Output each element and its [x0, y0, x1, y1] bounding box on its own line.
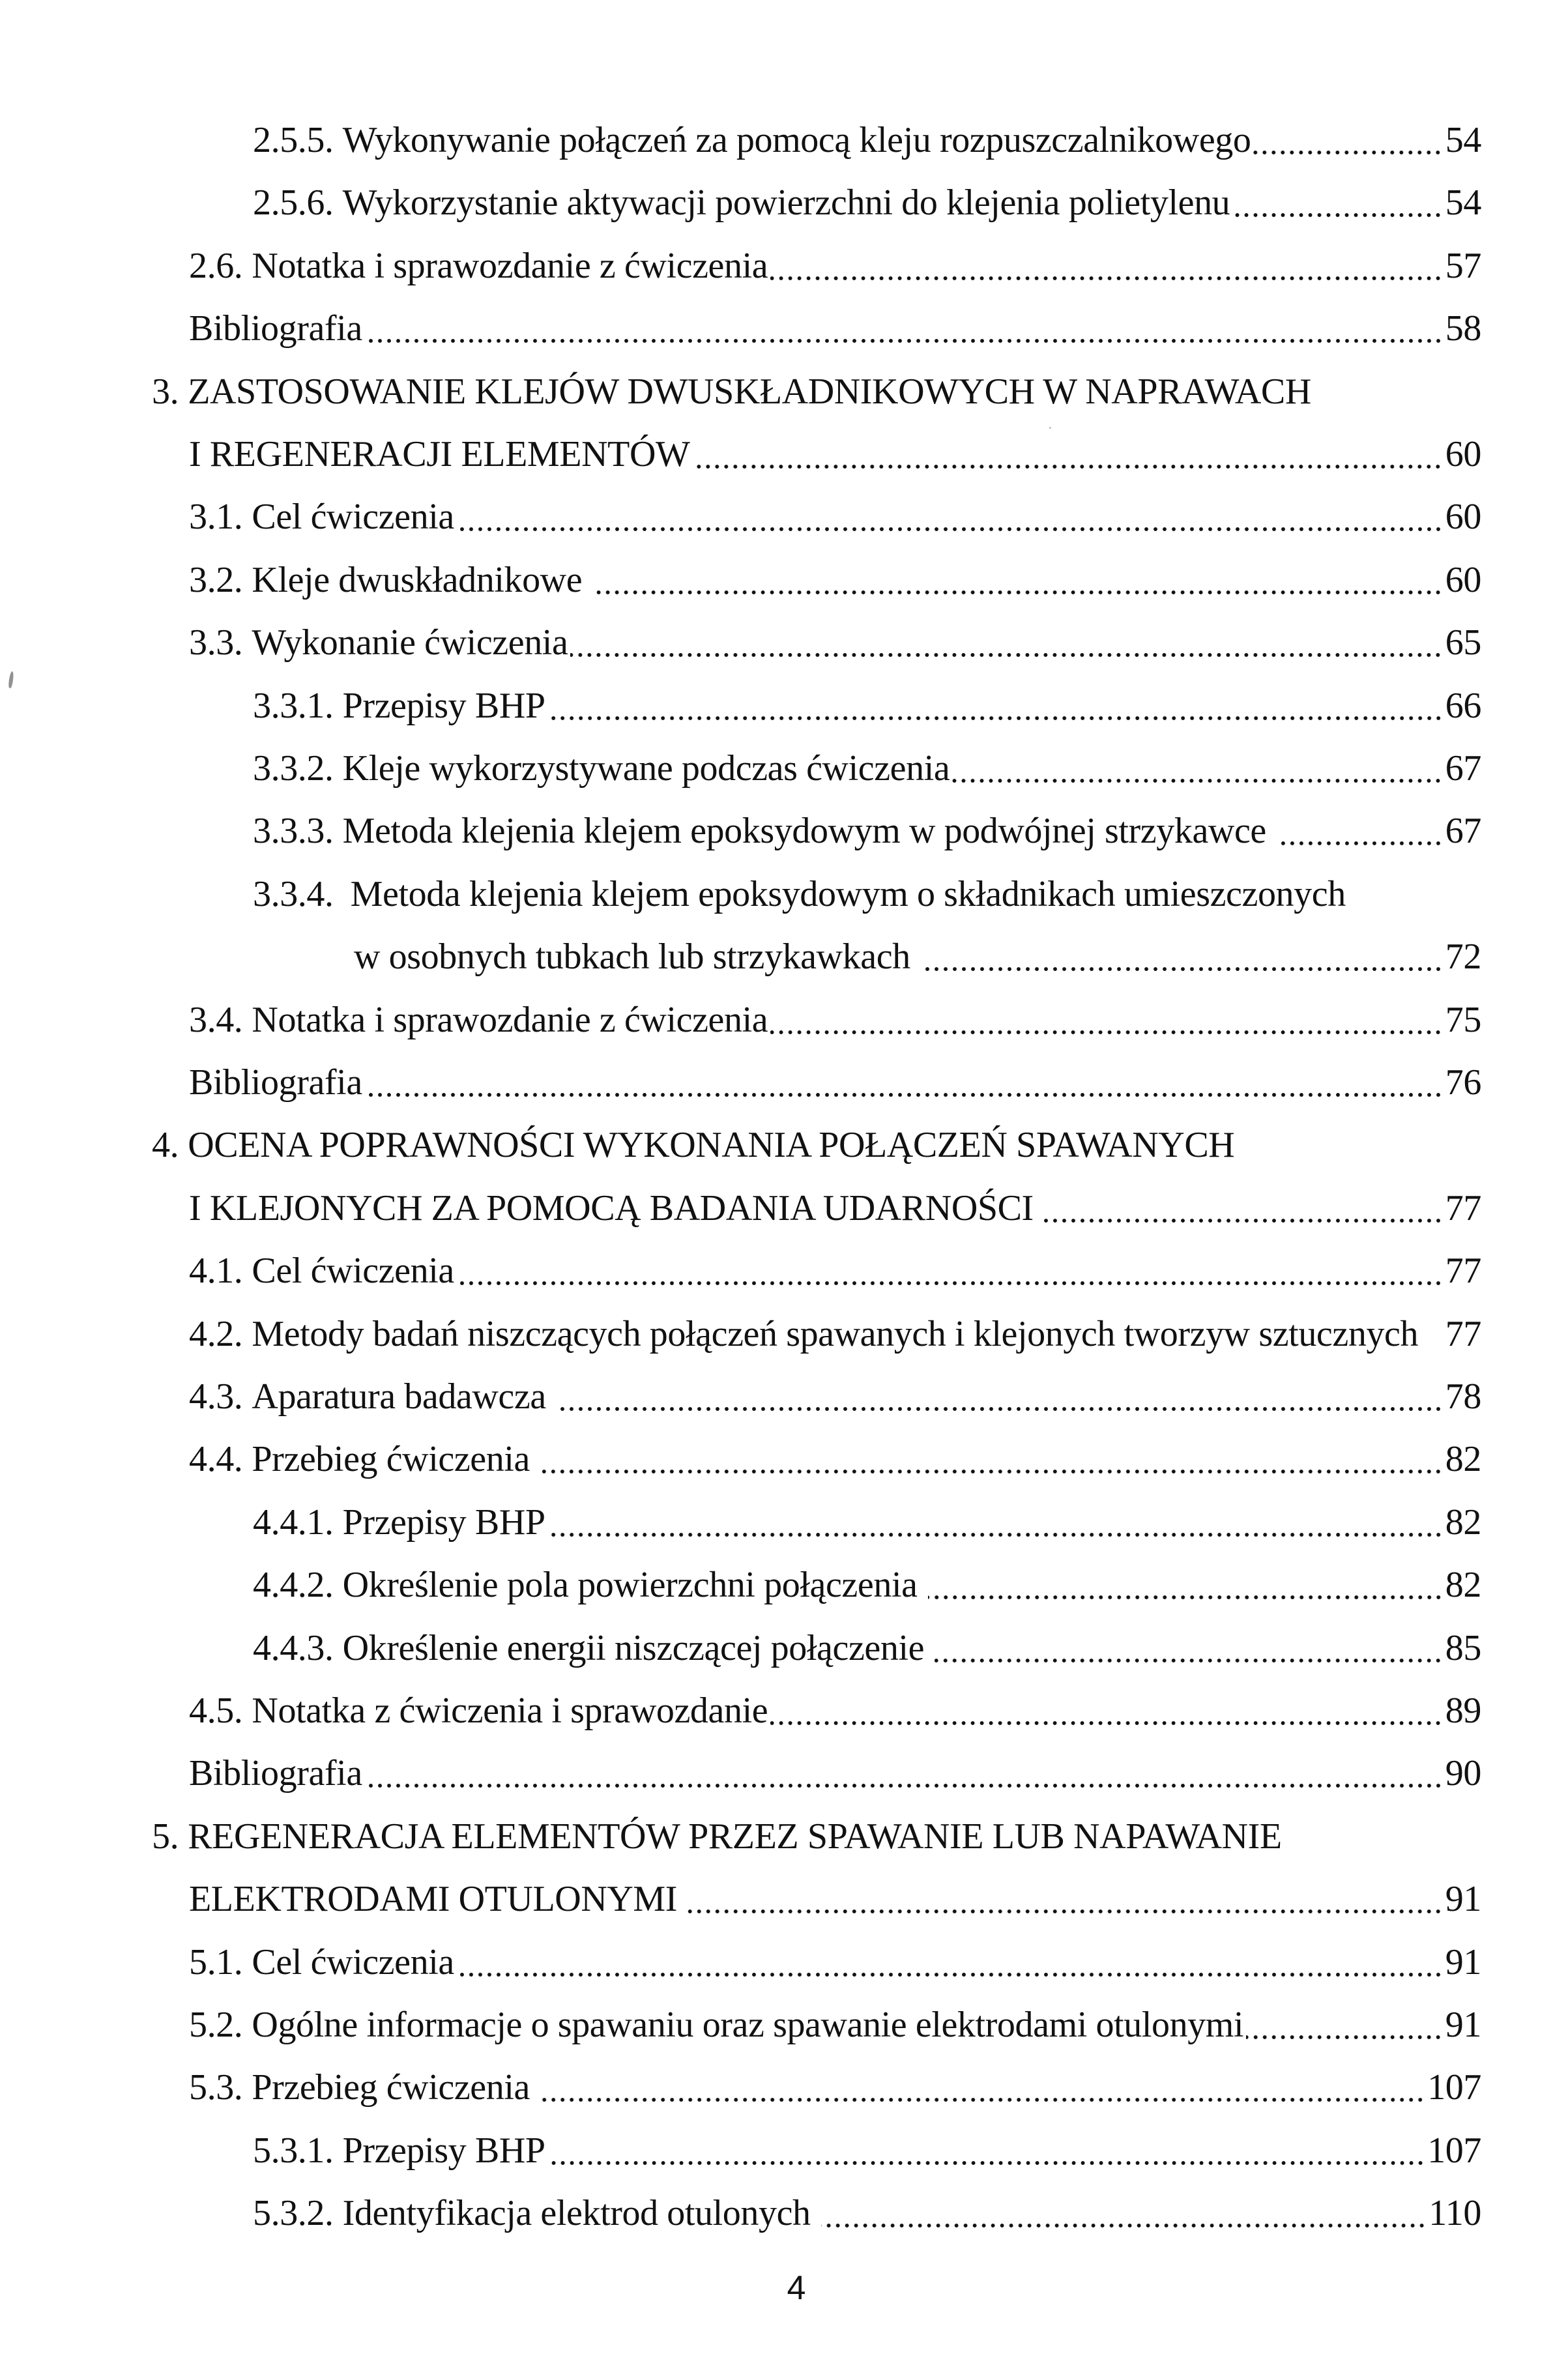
toc-entry-title: Wykorzystanie aktywacji powierzchni do klejenia polietylenu	[342, 182, 1230, 224]
toc-entry-title: ELEKTRODAMI OTULONYMI	[189, 1879, 678, 1920]
toc-entry-number: 4.	[152, 1125, 179, 1166]
toc-entry-title: Wykonanie ćwiczenia	[252, 622, 568, 663]
toc-entry-page: 82	[1445, 1565, 1481, 1606]
toc-entry[interactable]	[189, 1436, 1481, 1482]
toc-entry-title: REGENERACJA ELEMENTÓW PRZEZ SPAWANIE LUB NAPAWANIE	[188, 1816, 1282, 1857]
dot-leader	[570, 620, 1442, 665]
dot-leader	[1253, 117, 1442, 163]
dot-leader	[457, 494, 1443, 540]
toc-entry-title: Ogólne informacje o spawaniu oraz spawanie elektrodami otulonymi	[252, 2005, 1244, 2045]
dot-leader	[365, 1060, 1443, 1105]
toc-entry-number: 3.3.	[189, 622, 243, 663]
toc-entry[interactable]	[253, 1500, 1481, 1545]
toc-entry-title: Aparatura badawcza	[252, 1376, 546, 1417]
page-number: 4	[787, 2269, 806, 2307]
toc-entry-page: 110	[1429, 2193, 1481, 2234]
toc-entry-page: 67	[1445, 811, 1481, 852]
dot-leader	[548, 2128, 1425, 2173]
toc-entry-page: 58	[1445, 308, 1481, 349]
toc-entry[interactable]	[253, 871, 1346, 917]
toc-entry-number: 5.2.	[189, 2005, 243, 2045]
toc-entry[interactable]	[189, 1688, 1481, 1734]
toc-entry[interactable]	[189, 1248, 1481, 1294]
toc-entry[interactable]	[189, 1060, 1481, 1105]
toc-entry-page: 90	[1445, 1753, 1481, 1794]
toc-entry-page: 65	[1445, 622, 1481, 663]
toc-entry-title: Przepisy BHP	[342, 685, 545, 726]
toc-entry-title: Cel ćwiczenia	[252, 497, 454, 538]
toc-entry-number: 4.4.3.	[253, 1627, 334, 1668]
toc-entry-page: 77	[1445, 1187, 1481, 1228]
dot-leader	[457, 1248, 1443, 1294]
dot-leader	[1044, 1185, 1443, 1231]
toc-entry-title: w osobnych tubkach lub strzykawkach	[354, 936, 910, 978]
toc-entry-number: 4.1.	[189, 1251, 243, 1292]
toc-entry[interactable]	[253, 117, 1481, 163]
toc-entry-page: 89	[1445, 1691, 1481, 1731]
toc-entry[interactable]	[189, 243, 1481, 289]
toc-entry-number: 5.	[152, 1816, 179, 1857]
toc-entry[interactable]	[253, 180, 1481, 225]
dot-leader	[928, 1562, 1443, 1608]
toc-entry-number: 5.3.1.	[253, 2130, 334, 2171]
dot-leader	[457, 1939, 1443, 1985]
toc-entry-title: Przebieg ćwiczenia	[252, 1439, 530, 1480]
toc-entry-number: 3.	[152, 371, 179, 412]
toc-entry-page: 60	[1445, 497, 1481, 538]
toc-entry[interactable]	[189, 2065, 1481, 2110]
toc-entry[interactable]	[152, 1814, 1282, 1859]
toc-entry[interactable]	[189, 494, 1481, 540]
dot-leader	[770, 1688, 1443, 1734]
toc-entry-number: 3.4.	[189, 999, 243, 1040]
toc-entry-number: 3.3.4.	[253, 873, 334, 914]
toc-entry-page: 66	[1445, 685, 1481, 726]
toc-entry[interactable]	[253, 808, 1481, 854]
toc-entry-number: 2.5.5.	[253, 120, 334, 160]
toc-entry-number: 3.3.3.	[253, 811, 334, 852]
toc-entry[interactable]	[253, 683, 1481, 729]
toc-entry-number: 5.3.	[189, 2067, 243, 2108]
toc-entry[interactable]	[152, 369, 1311, 414]
toc-entry[interactable]	[189, 620, 1481, 665]
toc-entry-page: 107	[1427, 2130, 1481, 2171]
dot-leader	[557, 1374, 1443, 1419]
dot-leader	[952, 746, 1442, 791]
toc-entry-title: I REGENERACJI ELEMENTÓW	[189, 434, 690, 474]
toc-entry-title: Bibliografia	[189, 1062, 362, 1103]
dot-leader	[1277, 808, 1443, 854]
toc-entry-number: 3.3.2.	[253, 748, 334, 789]
dot-leader	[540, 2065, 1425, 2110]
dot-leader	[540, 1436, 1443, 1482]
toc-entry-number: 5.1.	[189, 1941, 243, 1982]
toc-entry-page: 82	[1445, 1439, 1481, 1480]
dot-leader	[548, 1500, 1443, 1545]
toc-entry[interactable]	[189, 431, 1481, 477]
dot-leader	[692, 431, 1442, 477]
toc-entry-page: 91	[1445, 2005, 1481, 2045]
toc-entry-page: 107	[1427, 2067, 1481, 2108]
toc-entry-number: 4.3.	[189, 1376, 243, 1417]
toc-entry[interactable]	[189, 1374, 1481, 1419]
toc-entry-title: Określenie energii niszczącej połączenie	[342, 1627, 925, 1668]
scan-artifact-speck	[1049, 427, 1051, 429]
toc-entry[interactable]	[189, 1750, 1481, 1796]
toc-entry-number: 3.2.	[189, 559, 243, 600]
toc-entry-title: Identyfikacja elektrod otulonych	[342, 2193, 811, 2234]
toc-entry[interactable]	[354, 934, 1481, 980]
toc-entry-title: Notatka i sprawozdanie z ćwiczenia	[252, 999, 768, 1040]
dot-leader	[770, 243, 1443, 289]
toc-entry-page: 57	[1445, 245, 1481, 286]
dot-leader	[1426, 1311, 1440, 1357]
toc-entry-title: Notatka i sprawozdanie z ćwiczenia	[252, 245, 768, 286]
toc-entry-number: 4.4.2.	[253, 1565, 334, 1606]
toc-entry-number: 4.4.	[189, 1439, 243, 1480]
dot-leader	[1246, 2002, 1443, 2048]
toc-entry[interactable]	[253, 1625, 1481, 1671]
toc-entry-page: 77	[1445, 1251, 1481, 1292]
toc-entry[interactable]	[253, 2128, 1481, 2173]
dot-leader	[592, 557, 1443, 603]
toc-entry-page: 67	[1445, 748, 1481, 789]
toc-entry-page: 77	[1445, 1313, 1481, 1354]
toc-entry-title: Notatka z ćwiczenia i sprawozdanie	[252, 1691, 768, 1731]
dot-leader	[770, 997, 1443, 1043]
toc-entry[interactable]	[152, 1122, 1234, 1168]
toc-entry-page: 91	[1445, 1941, 1481, 1982]
toc-entry-title: Metoda klejenia klejem epoksydowym o składnikach umieszczonych	[350, 873, 1346, 914]
toc-entry-number: 4.2.	[189, 1313, 243, 1354]
toc-entry[interactable]	[189, 1311, 1481, 1357]
toc-entry-title: Bibliografia	[189, 308, 362, 349]
toc-entry[interactable]	[253, 2190, 1481, 2236]
toc-entry-title: Bibliografia	[189, 1753, 362, 1794]
toc-entry-page: 82	[1445, 1502, 1481, 1543]
toc-entry-page: 60	[1445, 434, 1481, 474]
toc-entry[interactable]	[189, 1939, 1481, 1985]
toc-entry-title: Przepisy BHP	[342, 1502, 545, 1543]
toc-entry[interactable]	[189, 557, 1481, 603]
dot-leader	[821, 2190, 1427, 2236]
dot-leader	[1232, 180, 1443, 225]
toc-entry-page: 78	[1445, 1376, 1481, 1417]
toc-entry-page: 54	[1445, 182, 1481, 224]
toc-entry-number: 3.1.	[189, 497, 243, 538]
toc-entry-number: 3.3.1.	[253, 685, 334, 726]
toc-entry-page: 60	[1445, 559, 1481, 600]
toc-entry-title: Przepisy BHP	[342, 2130, 545, 2171]
toc-entry[interactable]	[189, 1185, 1481, 1231]
toc-entry-page: 72	[1445, 936, 1481, 978]
toc-entry-number: 4.4.1.	[253, 1502, 334, 1543]
dot-leader	[935, 1625, 1443, 1671]
toc-entry-page: 91	[1445, 1879, 1481, 1920]
dot-leader	[365, 306, 1443, 351]
toc-entry-title: Kleje dwuskładnikowe	[252, 559, 583, 600]
toc-entry[interactable]	[189, 1876, 1481, 1922]
toc-entry-title: Cel ćwiczenia	[252, 1941, 454, 1982]
toc-entry-page: 54	[1445, 120, 1481, 160]
toc-entry-page: 85	[1445, 1627, 1481, 1668]
dot-leader	[688, 1876, 1443, 1922]
toc-entry-title: OCENA POPRAWNOŚCI WYKONANIA POŁĄCZEŃ SPAWANYCH	[188, 1125, 1235, 1166]
toc-entry-title: I KLEJONYCH ZA POMOCĄ BADANIA UDARNOŚCI	[189, 1187, 1034, 1228]
toc-entry-title: Metody badań niszczących połączeń spawanych i klejonych tworzyw sztucznych	[252, 1313, 1419, 1354]
scan-artifact-mark	[8, 671, 14, 689]
toc-entry[interactable]	[253, 1562, 1481, 1608]
dot-leader	[921, 934, 1443, 980]
toc-entry-title: Kleje wykorzystywane podczas ćwiczenia	[342, 748, 950, 789]
dot-leader	[365, 1750, 1443, 1796]
toc-entry-page: 75	[1445, 999, 1481, 1040]
toc-entry-number: 2.6.	[189, 245, 243, 286]
toc-entry-title: Metoda klejenia klejem epoksydowym w podwójnej strzykawce	[342, 811, 1266, 852]
toc-entry-page: 76	[1445, 1062, 1481, 1103]
toc-entry-title: Określenie pola powierzchni połączenia	[342, 1565, 918, 1606]
toc-entry-number: 4.5.	[189, 1691, 243, 1731]
toc-entry[interactable]	[189, 306, 1481, 351]
toc-entry[interactable]	[189, 997, 1481, 1043]
toc-entry-number: 2.5.6.	[253, 182, 334, 224]
toc-entry[interactable]	[189, 2002, 1481, 2048]
dot-leader	[548, 683, 1443, 729]
toc-entry-number: 5.3.2.	[253, 2193, 334, 2234]
toc-entry[interactable]	[253, 746, 1481, 791]
toc-entry-title: Przebieg ćwiczenia	[252, 2067, 530, 2108]
toc-entry-title: ZASTOSOWANIE KLEJÓW DWUSKŁADNIKOWYCH W NAPRAWACH	[188, 371, 1311, 412]
toc-entry-title: Wykonywanie połączeń za pomocą kleju rozpuszczalnikowego	[342, 120, 1251, 160]
toc-entry-title: Cel ćwiczenia	[252, 1251, 454, 1292]
